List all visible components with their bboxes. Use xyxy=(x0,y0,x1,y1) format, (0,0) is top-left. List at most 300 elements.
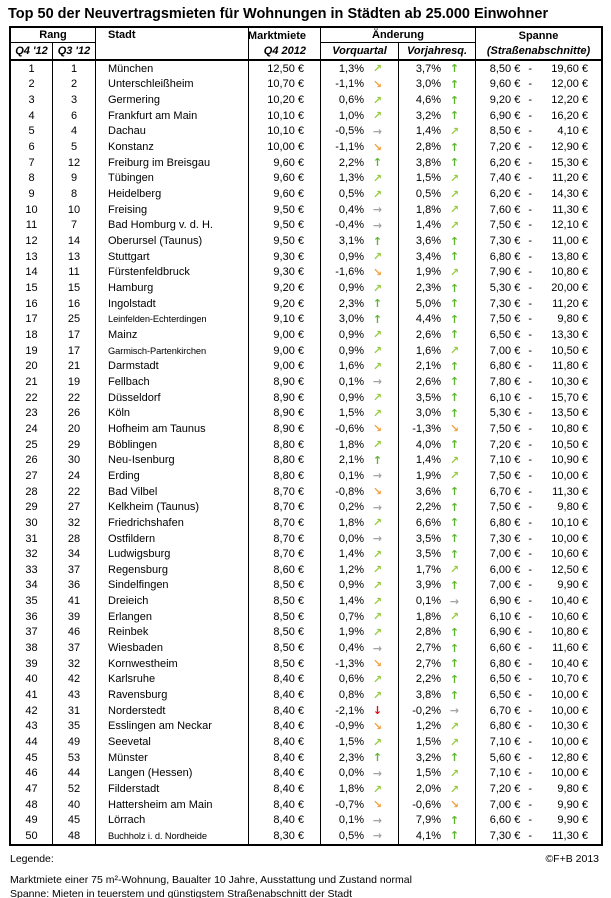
spanne-cell xyxy=(476,625,601,641)
rank-q3-cell: 6 xyxy=(53,108,96,124)
rank-q4-cell: 42 xyxy=(11,703,53,719)
spanne-cell xyxy=(476,421,601,437)
vorjahresq-value: 1,5% xyxy=(415,767,441,780)
city-cell: Dreieich xyxy=(96,593,249,609)
vorquartal-cell xyxy=(321,124,399,140)
rank-q3-cell: 5 xyxy=(53,139,96,155)
trend-up-right-icon: ↗ xyxy=(372,328,383,342)
city-cell: Wiesbaden xyxy=(96,640,249,656)
vorjahresq-cell xyxy=(399,750,476,766)
table-row xyxy=(11,531,601,547)
city-cell: Freiburg im Breisgau xyxy=(96,155,249,171)
spanne-cell xyxy=(476,249,601,265)
vorquartal-value: 1,8% xyxy=(338,438,364,451)
spanne-dash: - xyxy=(528,626,532,639)
spanne-low: 8,50 € xyxy=(489,125,521,138)
spanne-high: 12,90 € xyxy=(551,141,588,154)
spanne-high: 11,20 € xyxy=(552,297,588,310)
spanne-low: 7,30 € xyxy=(489,829,521,842)
vorjahresq-cell xyxy=(399,108,476,124)
marktmiete-cell: 8,30 € xyxy=(249,828,321,844)
marktmiete-cell: 9,60 € xyxy=(249,171,321,187)
vorquartal-cell xyxy=(321,813,399,829)
spanne-dash: - xyxy=(528,673,532,686)
city-cell: Oberursel (Taunus) xyxy=(96,233,249,249)
spanne-low: 6,50 € xyxy=(489,673,521,686)
vorjahresq-value: 0,5% xyxy=(415,188,441,201)
rank-q4-cell: 45 xyxy=(11,750,53,766)
trend-up-icon: ↑ xyxy=(449,328,460,342)
trend-up-right-icon: ↗ xyxy=(449,124,460,138)
trend-up-right-icon: ↗ xyxy=(372,735,383,749)
trend-down-right-icon: ↘ xyxy=(372,719,383,733)
trend-up-right-icon: ↗ xyxy=(372,563,383,577)
vorquartal-cell xyxy=(321,249,399,265)
vorjahresq-value: 1,2% xyxy=(415,720,441,733)
vorquartal-value: 1,4% xyxy=(338,548,364,561)
trend-up-right-icon: ↗ xyxy=(372,344,383,358)
city-cell: Stuttgart xyxy=(96,249,249,265)
rank-q4-cell: 39 xyxy=(11,656,53,672)
rank-q3-cell: 8 xyxy=(53,186,96,202)
vorjahresq-cell xyxy=(399,249,476,265)
marktmiete-cell: 8,70 € xyxy=(249,515,321,531)
vorquartal-value: 0,1% xyxy=(338,469,364,482)
trend-up-right-icon: ↗ xyxy=(372,359,383,373)
city-cell: Bad Vilbel xyxy=(96,484,249,500)
vorquartal-cell xyxy=(321,296,399,312)
city-cell: Friedrichshafen xyxy=(96,515,249,531)
table-row xyxy=(11,405,601,421)
spanne-dash: - xyxy=(528,282,532,295)
spanne-dash: - xyxy=(528,829,532,842)
spanne-dash: - xyxy=(528,814,532,827)
spanne-dash: - xyxy=(528,250,532,263)
city-cell: Kornwestheim xyxy=(96,656,249,672)
marktmiete-cell: 9,50 € xyxy=(249,202,321,218)
vorquartal-cell xyxy=(321,672,399,688)
city-cell: Heidelberg xyxy=(96,186,249,202)
spanne-low: 7,30 € xyxy=(489,297,521,310)
spanne-dash: - xyxy=(528,485,532,498)
vorjahresq-value: 6,6% xyxy=(415,516,441,529)
spanne-dash: - xyxy=(528,219,532,232)
spanne-dash: - xyxy=(528,297,532,310)
spanne-low: 5,30 € xyxy=(489,407,521,420)
spanne-high: 11,30 € xyxy=(552,829,588,842)
vorquartal-cell xyxy=(321,358,399,374)
vorquartal-cell xyxy=(321,77,399,93)
vorjahresq-value: 1,7% xyxy=(415,563,441,576)
rank-q4-cell: 24 xyxy=(11,421,53,437)
spanne-cell xyxy=(476,640,601,656)
vorquartal-value: -1,1% xyxy=(335,141,364,154)
vorjahresq-value: 1,4% xyxy=(415,454,441,467)
spanne-low: 6,70 € xyxy=(489,485,521,498)
spanne-high: 10,00 € xyxy=(551,469,588,482)
trend-up-right-icon: ↗ xyxy=(372,391,383,405)
trend-right-icon: → xyxy=(372,469,383,483)
rank-q3-cell: 37 xyxy=(53,640,96,656)
trend-up-icon: ↑ xyxy=(449,532,460,546)
spanne-cell xyxy=(476,515,601,531)
trend-up-icon: ↑ xyxy=(372,453,383,467)
spanne-high: 10,70 € xyxy=(551,673,588,686)
spanne-cell xyxy=(476,797,601,813)
vorquartal-value: 1,9% xyxy=(338,626,364,639)
spanne-cell xyxy=(476,766,601,782)
trend-up-icon: ↑ xyxy=(449,109,460,123)
legend-label: Legende: xyxy=(10,852,54,865)
spanne-cell xyxy=(476,108,601,124)
rank-q3-cell: 26 xyxy=(53,405,96,421)
vorquartal-cell xyxy=(321,265,399,281)
trend-up-icon: ↑ xyxy=(449,641,460,655)
rank-q4-cell: 33 xyxy=(11,562,53,578)
vorjahresq-cell xyxy=(399,531,476,547)
spanne-low: 6,80 € xyxy=(489,250,521,263)
trend-up-icon: ↑ xyxy=(449,485,460,499)
vorquartal-value: 0,5% xyxy=(338,829,364,842)
vorquartal-value: 0,2% xyxy=(338,501,364,514)
rank-q4-cell: 32 xyxy=(11,546,53,562)
header-strassenabschnitte: (Straßenabschnitte) xyxy=(486,45,591,57)
vorjahresq-cell xyxy=(399,499,476,515)
vorjahresq-cell xyxy=(399,92,476,108)
spanne-dash: - xyxy=(528,454,532,467)
marktmiete-cell: 12,50 € xyxy=(249,61,321,77)
spanne-high: 9,80 € xyxy=(557,313,588,326)
table-row xyxy=(11,813,601,829)
spanne-dash: - xyxy=(528,720,532,733)
spanne-high: 13,50 € xyxy=(551,407,588,420)
spanne-high: 10,50 € xyxy=(551,438,588,451)
trend-up-right-icon: ↗ xyxy=(372,250,383,264)
header-stadt: Stadt xyxy=(96,28,249,59)
spanne-cell xyxy=(476,781,601,797)
spanne-low: 6,20 € xyxy=(489,156,521,169)
marktmiete-cell: 10,10 € xyxy=(249,124,321,140)
rank-q4-cell: 23 xyxy=(11,405,53,421)
vorjahresq-cell xyxy=(399,437,476,453)
rank-q4-cell: 38 xyxy=(11,640,53,656)
spanne-low: 6,80 € xyxy=(489,516,521,529)
vorquartal-value: -0,4% xyxy=(335,219,364,232)
vorquartal-value: 1,8% xyxy=(338,783,364,796)
city-cell: Germering xyxy=(96,92,249,108)
marktmiete-cell: 9,60 € xyxy=(249,155,321,171)
vorjahresq-cell xyxy=(399,578,476,594)
spanne-dash: - xyxy=(528,501,532,514)
spanne-dash: - xyxy=(528,438,532,451)
table-row xyxy=(11,437,601,453)
table-row xyxy=(11,562,601,578)
table-row xyxy=(11,656,601,672)
spanne-low: 6,80 € xyxy=(489,720,521,733)
city-cell: Neu-Isenburg xyxy=(96,452,249,468)
table-row xyxy=(11,327,601,343)
trend-up-icon: ↑ xyxy=(449,406,460,420)
trend-up-right-icon: ↗ xyxy=(372,516,383,530)
marktmiete-cell: 8,50 € xyxy=(249,593,321,609)
vorquartal-cell xyxy=(321,186,399,202)
vorquartal-value: 0,6% xyxy=(338,94,364,107)
vorquartal-cell xyxy=(321,405,399,421)
spanne-dash: - xyxy=(528,469,532,482)
table-row xyxy=(11,640,601,656)
vorjahresq-value: 3,0% xyxy=(415,78,441,91)
rank-q4-cell: 35 xyxy=(11,593,53,609)
marktmiete-cell: 8,40 € xyxy=(249,781,321,797)
spanne-cell xyxy=(476,578,601,594)
vorquartal-value: -0,9% xyxy=(335,720,364,733)
marktmiete-cell: 8,80 € xyxy=(249,452,321,468)
spanne-cell xyxy=(476,280,601,296)
trend-down-right-icon: ↘ xyxy=(372,422,383,436)
table-row xyxy=(11,828,601,844)
city-cell: München xyxy=(96,61,249,77)
table-row xyxy=(11,61,601,77)
vorquartal-value: 0,9% xyxy=(338,344,364,357)
vorjahresq-cell xyxy=(399,672,476,688)
marktmiete-cell: 8,50 € xyxy=(249,640,321,656)
marktmiete-cell: 8,40 € xyxy=(249,797,321,813)
rank-q3-cell: 32 xyxy=(53,515,96,531)
vorquartal-cell xyxy=(321,656,399,672)
vorjahresq-value: 3,0% xyxy=(415,407,441,420)
trend-up-right-icon: ↗ xyxy=(372,782,383,796)
rank-q3-cell: 48 xyxy=(53,828,96,844)
table-row xyxy=(11,358,601,374)
vorjahresq-cell xyxy=(399,202,476,218)
marktmiete-cell: 8,40 € xyxy=(249,734,321,750)
marktmiete-cell: 9,60 € xyxy=(249,186,321,202)
vorjahresq-value: 2,7% xyxy=(415,657,441,670)
spanne-dash: - xyxy=(528,751,532,764)
spanne-dash: - xyxy=(528,266,532,279)
header-spanne: Spanne xyxy=(518,29,559,42)
spanne-cell xyxy=(476,609,601,625)
vorjahresq-value: 4,1% xyxy=(415,829,441,842)
spanne-cell xyxy=(476,186,601,202)
rank-q4-cell: 19 xyxy=(11,343,53,359)
trend-right-icon: → xyxy=(372,375,383,389)
trend-up-icon: ↑ xyxy=(449,359,460,373)
city-cell: Unterschleißheim xyxy=(96,77,249,93)
trend-up-right-icon: ↗ xyxy=(449,563,460,577)
table-row xyxy=(11,171,601,187)
spanne-dash: - xyxy=(528,610,532,623)
marktmiete-cell: 9,30 € xyxy=(249,265,321,281)
vorquartal-cell xyxy=(321,640,399,656)
rank-q4-cell: 11 xyxy=(11,218,53,234)
vorquartal-value: -0,7% xyxy=(335,798,364,811)
marktmiete-cell: 8,70 € xyxy=(249,484,321,500)
spanne-low: 7,30 € xyxy=(489,235,521,248)
spanne-cell xyxy=(476,202,601,218)
trend-up-icon: ↑ xyxy=(449,578,460,592)
city-cell: Tübingen xyxy=(96,171,249,187)
trend-up-icon: ↑ xyxy=(449,688,460,702)
vorquartal-value: 0,7% xyxy=(338,610,364,623)
rank-q4-cell: 25 xyxy=(11,437,53,453)
city-cell: Bad Homburg v. d. H. xyxy=(96,218,249,234)
spanne-cell xyxy=(476,672,601,688)
trend-up-icon: ↑ xyxy=(449,751,460,765)
spanne-low: 6,90 € xyxy=(489,109,521,122)
vorjahresq-value: 3,2% xyxy=(415,109,441,122)
trend-up-right-icon: ↗ xyxy=(372,438,383,452)
trend-up-right-icon: ↗ xyxy=(449,344,460,358)
spanne-cell xyxy=(476,452,601,468)
trend-up-icon: ↑ xyxy=(449,438,460,452)
spanne-high: 10,60 € xyxy=(551,548,588,561)
city-cell: Kelkheim (Taunus) xyxy=(96,499,249,515)
vorjahresq-cell xyxy=(399,296,476,312)
marktmiete-cell: 8,90 € xyxy=(249,390,321,406)
vorjahresq-cell xyxy=(399,719,476,735)
spanne-low: 7,50 € xyxy=(489,219,521,232)
trend-up-icon: ↑ xyxy=(372,156,383,170)
spanne-low: 6,00 € xyxy=(489,563,521,576)
city-cell: Konstanz xyxy=(96,139,249,155)
trend-up-icon: ↑ xyxy=(449,77,460,91)
vorjahresq-cell xyxy=(399,640,476,656)
trend-up-right-icon: ↗ xyxy=(449,171,460,185)
table-row xyxy=(11,593,601,609)
city-cell: Karlsruhe xyxy=(96,672,249,688)
marktmiete-cell: 9,10 € xyxy=(249,312,321,328)
trend-up-icon: ↑ xyxy=(449,140,460,154)
vorjahresq-cell xyxy=(399,625,476,641)
trend-down-right-icon: ↘ xyxy=(372,798,383,812)
spanne-cell xyxy=(476,61,601,77)
vorjahresq-value: 3,6% xyxy=(415,485,441,498)
city-cell: Erlangen xyxy=(96,609,249,625)
vorquartal-value: 0,9% xyxy=(338,282,364,295)
rank-q3-cell: 39 xyxy=(53,609,96,625)
vorquartal-cell xyxy=(321,218,399,234)
spanne-cell xyxy=(476,265,601,281)
vorjahresq-value: 2,7% xyxy=(415,642,441,655)
spanne-cell xyxy=(476,750,601,766)
trend-up-icon: ↑ xyxy=(449,375,460,389)
table-row xyxy=(11,233,601,249)
vorquartal-cell xyxy=(321,280,399,296)
spanne-low: 6,90 € xyxy=(489,626,521,639)
vorquartal-cell xyxy=(321,155,399,171)
rank-q4-cell: 12 xyxy=(11,233,53,249)
spanne-high: 11,60 € xyxy=(552,642,588,655)
spanne-high: 11,80 € xyxy=(552,360,588,373)
trend-up-right-icon: ↗ xyxy=(449,735,460,749)
spanne-high: 10,90 € xyxy=(551,454,588,467)
page-title: Top 50 der Neuvertragsmieten für Wohnungen in Städten ab 25.000 Einwohner xyxy=(8,6,549,22)
trend-up-right-icon: ↗ xyxy=(449,719,460,733)
vorjahresq-value: 3,8% xyxy=(415,156,441,169)
spanne-high: 12,10 € xyxy=(551,219,588,232)
rank-q4-cell: 2 xyxy=(11,77,53,93)
rank-q4-cell: 41 xyxy=(11,687,53,703)
spanne-high: 16,20 € xyxy=(551,109,588,122)
copyright-note: ©F+B 2013 xyxy=(545,852,599,865)
spanne-low: 6,60 € xyxy=(489,642,521,655)
spanne-cell xyxy=(476,218,601,234)
vorjahresq-cell xyxy=(399,77,476,93)
rank-q4-cell: 22 xyxy=(11,390,53,406)
spanne-dash: - xyxy=(528,203,532,216)
spanne-high: 11,30 € xyxy=(552,485,588,498)
vorjahresq-cell xyxy=(399,186,476,202)
spanne-high: 9,90 € xyxy=(557,814,588,827)
vorjahresq-value: 1,9% xyxy=(415,469,441,482)
header-rang: Rang xyxy=(11,28,96,43)
vorjahresq-value: 1,8% xyxy=(415,610,441,623)
vorquartal-value: 2,3% xyxy=(338,751,364,764)
rank-q3-cell: 21 xyxy=(53,358,96,374)
spanne-low: 6,80 € xyxy=(489,360,521,373)
spanne-low: 6,90 € xyxy=(489,595,521,608)
spanne-low: 7,00 € xyxy=(489,344,521,357)
vorjahresq-cell xyxy=(399,703,476,719)
vorjahresq-value: 4,0% xyxy=(415,438,441,451)
trend-up-right-icon: ↗ xyxy=(449,187,460,201)
table-row xyxy=(11,578,601,594)
vorquartal-cell xyxy=(321,593,399,609)
spanne-cell xyxy=(476,296,601,312)
rank-q4-cell: 28 xyxy=(11,484,53,500)
spanne-dash: - xyxy=(528,375,532,388)
vorjahresq-cell xyxy=(399,593,476,609)
vorquartal-value: -1,3% xyxy=(335,657,364,670)
vorjahresq-cell xyxy=(399,343,476,359)
spanne-dash: - xyxy=(528,595,532,608)
vorquartal-cell xyxy=(321,499,399,515)
trend-up-icon: ↑ xyxy=(449,234,460,248)
spanne-cell xyxy=(476,358,601,374)
spanne-dash: - xyxy=(528,62,532,75)
table-row xyxy=(11,468,601,484)
trend-up-right-icon: ↗ xyxy=(372,406,383,420)
spanne-cell xyxy=(476,656,601,672)
vorquartal-cell xyxy=(321,828,399,844)
spanne-high: 11,00 € xyxy=(552,235,588,248)
table-row xyxy=(11,515,601,531)
spanne-low: 6,10 € xyxy=(489,610,521,623)
vorquartal-value: -0,6% xyxy=(335,422,364,435)
spanne-high: 10,60 € xyxy=(551,610,588,623)
vorquartal-cell xyxy=(321,781,399,797)
rank-q3-cell: 16 xyxy=(53,296,96,312)
city-cell: Garmisch-Partenkirchen xyxy=(96,343,249,359)
trend-right-icon: → xyxy=(372,532,383,546)
city-cell: Filderstadt xyxy=(96,781,249,797)
rank-q3-cell: 4 xyxy=(53,124,96,140)
trend-up-icon: ↑ xyxy=(449,391,460,405)
table-row xyxy=(11,155,601,171)
rank-q3-cell: 9 xyxy=(53,171,96,187)
vorquartal-cell xyxy=(321,734,399,750)
marktmiete-cell: 9,00 € xyxy=(249,327,321,343)
vorjahresq-cell xyxy=(399,171,476,187)
vorjahresq-value: 2,6% xyxy=(415,328,441,341)
spanne-dash: - xyxy=(528,548,532,561)
table-row xyxy=(11,218,601,234)
rank-q4-cell: 7 xyxy=(11,155,53,171)
rank-q3-cell: 10 xyxy=(53,202,96,218)
table-row xyxy=(11,265,601,281)
vorquartal-value: -1,1% xyxy=(335,78,364,91)
